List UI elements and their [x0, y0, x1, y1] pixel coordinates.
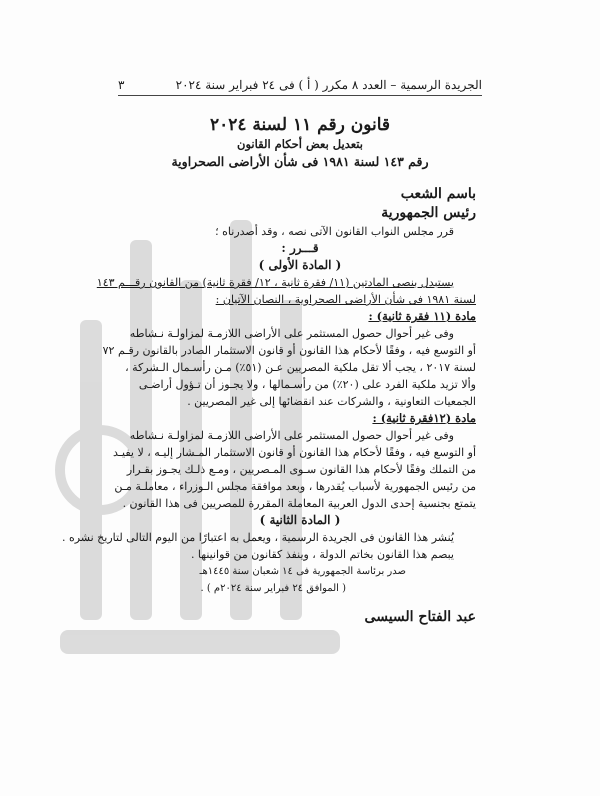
article-11-line: لسنة ٢٠١٧ ، يجب ألا تقل ملكية المصريين عـن (٥١٪) مـن رأسـمال الـشركة ، — [125, 361, 476, 374]
president-heading: رئيس الجمهورية — [381, 205, 476, 221]
article-11-line: وفى غير أحوال حصول المستثمر على الأراضى اللازمـة لمزاولـة نـشاطه — [129, 327, 454, 340]
article-2-heading: ( المادة الثانية ) — [259, 513, 341, 527]
article-11-line: الجمعيات التعاونية ، والشركات عند انقضائها إلى غير المصريين . — [187, 395, 476, 408]
article-12-para-2-heading: مادة (١٢فقرة ثانية) : — [372, 411, 476, 425]
article-11-para-2-heading: مادة (١١ فقرة ثانية) : — [368, 309, 476, 323]
article-12-line: من رئيس الجمهورية لأسباب يُقدرها ، وبعد موافقة مجلس الـوزراء ، معاملـة مـن — [114, 480, 476, 493]
article-12-line: أو التوسع فيه ، وفقًا لأحكام هذا القانون أو قانون الاستثمار المـشار إليـه ، لا يفيـد — [113, 446, 476, 459]
issued-date-gregorian: ( الموافق ٢٤ فبراير سنة ٢٠٢٤م ) . — [200, 583, 346, 594]
article-2-line: يبصم هذا القانون بخاتم الدولة ، وينفذ كقانون من قوانينها . — [190, 548, 454, 561]
article-12-line: من التملك وفقًا لأحكام هذا القانون سـوى المـصريين ، ومـع ذلـك يجـوز بقـرار — [126, 463, 476, 476]
article-11-line: وألا تزيد ملكية الفرد على (٢٠٪) من رأسـمالها ، ولا يجـوز أن تـؤول أراضـى — [138, 378, 476, 391]
article-2-line: يُنشر هذا القانون فى الجريدة الرسمية ، ويعمل به اعتبارًا من اليوم التالى لتاريخ نشره . — [61, 531, 454, 544]
issued-date-hijri: صدر برئاسة الجمهورية فى ١٤ شعبان سنة ١٤٤٥هـ — [199, 566, 406, 577]
gazette-header — [118, 78, 482, 96]
article-1-body-line-1: يستبدل بنصى المادتين (١١/ فقرة ثانية ، ١٢/ فقرة ثانية) من القانون رقـــم ١٤٣ — [96, 276, 454, 289]
president-signature: عبد الفتاح السيسى — [364, 609, 476, 625]
law-title: قانون رقم ١١ لسنة ٢٠٢٤ — [209, 115, 391, 135]
law-subtitle: بتعديل بعض أحكام القانون — [237, 137, 363, 151]
law-subtitle-ref: رقم ١٤٣ لسنة ١٩٨١ فى شأن الأراضى الصحراوية — [171, 154, 429, 169]
article-12-line: وفى غير أحوال حصول المستثمر على الأراضى اللازمـة لمزاولـة نـشاطه — [129, 429, 454, 442]
article-1-heading: ( المادة الأولى ) — [258, 258, 342, 272]
in-the-name-of-people: باسم الشعب — [400, 186, 476, 202]
decided-heading: قـــرر : — [281, 241, 319, 255]
law-content — [61, 110, 476, 626]
article-1-body-line-2: لسنة ١٩٨١ فى شأن الأراضى الصحراوية ، النصان الآتيان : — [215, 293, 476, 306]
gazette-issue-line: الجريدة الرسمية – العدد ٨ مكرر ( أ ) فى ٢٤ فبراير سنة ٢٠٢٤ — [175, 78, 482, 92]
page-number: ٣ — [118, 78, 125, 92]
article-12-line: يتمتع بجنسية إحدى الدول العربية المعاملة المقررة للمصريين فى هذا القانون . — [122, 497, 476, 510]
enactment-statement: قرر مجلس النواب القانون الآتى نصه ، وقد أصدرناه ؛ — [215, 225, 454, 238]
article-11-line: أو التوسع فيه ، وفقًا لأحكام هذا القانون أو قانون الاستثمار الصادر بالقانون رقـم ٧٢ — [102, 344, 476, 357]
